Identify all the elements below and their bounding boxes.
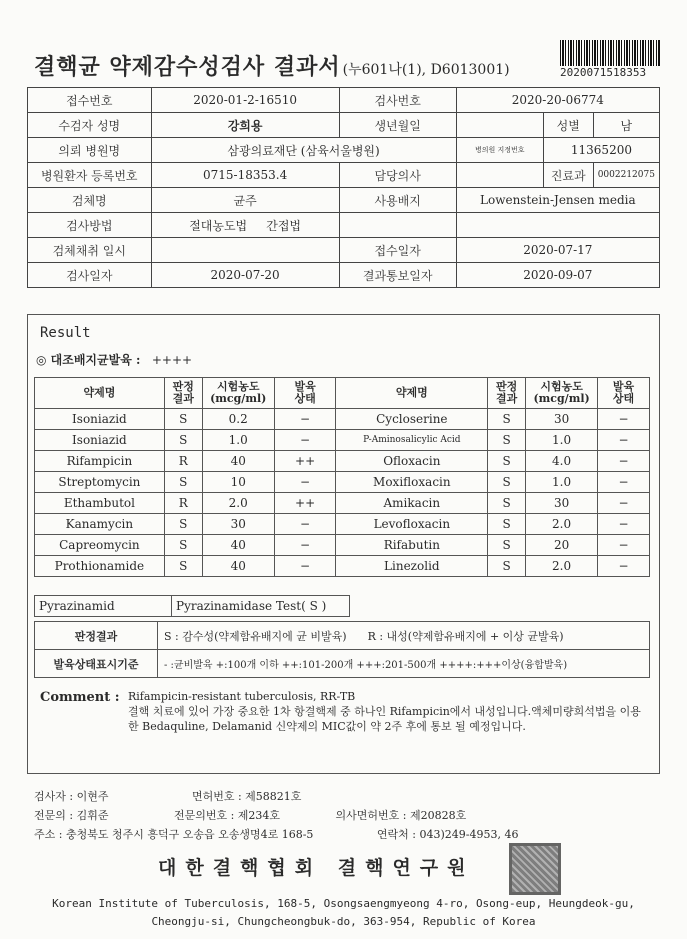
drug-conc: 0.2 bbox=[202, 409, 274, 430]
drug-drug: Amikacin bbox=[336, 493, 488, 514]
comment-text bbox=[128, 689, 648, 734]
drug-conc: 1.0 bbox=[526, 430, 598, 451]
hospital-label: 의뢰 병원명 bbox=[28, 138, 152, 163]
hospital: 삼광의료재단 (삼육서울병원) bbox=[151, 138, 456, 163]
official-seal bbox=[509, 843, 561, 895]
drug-result: S bbox=[164, 430, 202, 451]
drug-growth: − bbox=[274, 430, 336, 451]
barcode bbox=[560, 40, 660, 66]
specimen: 균주 bbox=[151, 188, 339, 213]
drug-result: S bbox=[164, 409, 202, 430]
drug-growth: − bbox=[598, 409, 650, 430]
patient-name: 강희용 bbox=[151, 113, 339, 138]
result-section bbox=[27, 314, 660, 774]
sex: 남 bbox=[593, 113, 659, 138]
pyrazinamide-row bbox=[34, 595, 350, 617]
result-title: Result bbox=[40, 325, 91, 341]
drug-row bbox=[35, 472, 650, 493]
institute-name: 대한결핵협회 결핵연구원 bbox=[158, 857, 475, 879]
drug-growth: − bbox=[274, 514, 336, 535]
drug-drug: Kanamycin bbox=[35, 514, 165, 535]
test-date-label: 검사일자 bbox=[28, 263, 152, 288]
receipt-no-label: 접수번호 bbox=[28, 88, 152, 113]
drug-drug: Capreomycin bbox=[35, 535, 165, 556]
drug-drug: Moxifloxacin bbox=[336, 472, 488, 493]
specialist-no: 전문의번호 : 제234호 bbox=[173, 809, 281, 822]
patient-reg-label: 병원환자 등록번호 bbox=[28, 163, 152, 188]
drug-row bbox=[35, 493, 650, 514]
hospital-code: 11365200 bbox=[543, 138, 659, 163]
drug-growth: − bbox=[598, 556, 650, 577]
footer-row-1 bbox=[34, 788, 301, 804]
col-growth-2: 발육 상태 bbox=[598, 378, 650, 409]
license: 면허번호 : 제58821호 bbox=[191, 790, 302, 803]
drug-row bbox=[35, 430, 650, 451]
patient-info-table bbox=[27, 87, 660, 288]
drug-drug: Ofloxacin bbox=[336, 451, 488, 472]
specialist: 전문의 : 김휘준 bbox=[34, 809, 109, 822]
drug-row bbox=[35, 514, 650, 535]
footer-row-2 bbox=[34, 807, 466, 823]
report-title: 결핵균 약제감수성검사 결과서 (누601나(1), D6013001) bbox=[34, 54, 510, 80]
birth bbox=[456, 113, 543, 138]
col-drug: 약제명 bbox=[35, 378, 165, 409]
drug-growth: ++ bbox=[274, 451, 336, 472]
drug-row bbox=[35, 535, 650, 556]
drug-conc: 2.0 bbox=[526, 556, 598, 577]
drug-result: S bbox=[488, 430, 526, 451]
method-label: 검사방법 bbox=[28, 213, 152, 238]
receipt-no: 2020-01-2-16510 bbox=[151, 88, 339, 113]
drug-result: S bbox=[164, 535, 202, 556]
col-result: 판정 결과 bbox=[164, 378, 202, 409]
exam-no-label: 검사번호 bbox=[339, 88, 456, 113]
comment-label: Comment : bbox=[40, 690, 120, 705]
drug-growth: − bbox=[598, 472, 650, 493]
drug-growth: − bbox=[598, 535, 650, 556]
collect-label: 검체채취 일시 bbox=[28, 238, 152, 263]
judgment-text: S : 감수성(약제함유배지에 균 비발육) R : 내성(약제함유배지에 + 이상 균발육) bbox=[158, 622, 650, 650]
col-growth: 발육 상태 bbox=[274, 378, 336, 409]
drug-result: S bbox=[164, 556, 202, 577]
sex-label: 성별 bbox=[543, 113, 593, 138]
drug-growth: − bbox=[598, 451, 650, 472]
doctor bbox=[456, 163, 543, 188]
barcode-number: 2020071518353 bbox=[560, 66, 647, 79]
contact: 연락처 : 043)249-4953, 46 bbox=[376, 828, 519, 841]
examiner: 검사자 : 이현주 bbox=[34, 790, 109, 803]
drug-drug: Cycloserine bbox=[336, 409, 488, 430]
judgment-label: 판정결과 bbox=[35, 622, 158, 650]
drug-result: S bbox=[488, 493, 526, 514]
address: 주소 : 충청북도 청주시 흥덕구 오송읍 오송생명4로 168-5 bbox=[34, 828, 314, 841]
drug-growth: − bbox=[598, 514, 650, 535]
drug-conc: 4.0 bbox=[526, 451, 598, 472]
drug-drug: Rifampicin bbox=[35, 451, 165, 472]
footer-row-3 bbox=[34, 826, 518, 842]
drug-drug: Linezolid bbox=[336, 556, 488, 577]
drug-conc: 30 bbox=[526, 409, 598, 430]
drug-drug: Streptomycin bbox=[35, 472, 165, 493]
drug-drug: Prothionamide bbox=[35, 556, 165, 577]
drug-growth: − bbox=[598, 430, 650, 451]
drug-drug: Levofloxacin bbox=[336, 514, 488, 535]
collect bbox=[151, 238, 339, 263]
drug-conc: 2.0 bbox=[526, 514, 598, 535]
legend-table bbox=[34, 621, 650, 678]
drug-conc: 1.0 bbox=[526, 472, 598, 493]
drug-growth: − bbox=[598, 493, 650, 514]
col-conc: 시험농도 (mcg/ml) bbox=[202, 378, 274, 409]
drug-conc: 2.0 bbox=[202, 493, 274, 514]
drug-conc: 30 bbox=[202, 514, 274, 535]
drug-growth: − bbox=[274, 556, 336, 577]
drug-result: R bbox=[164, 493, 202, 514]
pza-name: Pyrazinamid bbox=[35, 596, 172, 617]
hospital-code-label: 병의원 지정번호 bbox=[456, 138, 543, 163]
drug-conc: 20 bbox=[526, 535, 598, 556]
drug-row bbox=[35, 409, 650, 430]
birth-label: 생년월일 bbox=[339, 113, 456, 138]
drug-growth: − bbox=[274, 535, 336, 556]
method: 절대농도법 간접법 bbox=[151, 213, 339, 238]
susceptibility-table bbox=[34, 377, 650, 577]
report-date: 2020-09-07 bbox=[456, 263, 659, 288]
drug-result: S bbox=[488, 472, 526, 493]
patient-name-label: 수검자 성명 bbox=[28, 113, 152, 138]
control-growth-value: ++++ bbox=[151, 353, 193, 367]
report-date-label: 결과통보일자 bbox=[339, 263, 456, 288]
drug-growth: ++ bbox=[274, 493, 336, 514]
drug-drug: Isoniazid bbox=[35, 409, 165, 430]
receipt-date: 2020-07-17 bbox=[456, 238, 659, 263]
medium: Lowenstein-Jensen media bbox=[456, 188, 659, 213]
dept: 0002212075 bbox=[593, 163, 659, 188]
drug-result: R bbox=[164, 451, 202, 472]
drug-conc: 40 bbox=[202, 556, 274, 577]
drug-row bbox=[35, 556, 650, 577]
dept-label: 진료과 bbox=[543, 163, 593, 188]
drug-drug: Rifabutin bbox=[336, 535, 488, 556]
drug-result: S bbox=[488, 451, 526, 472]
drug-growth: − bbox=[274, 472, 336, 493]
drug-result: S bbox=[488, 514, 526, 535]
col-conc-2: 시험농도 (mcg/ml) bbox=[526, 378, 598, 409]
drug-drug: P-Aminosalicylic Acid bbox=[336, 430, 488, 451]
doctor-license: 의사면허번호 : 제20828호 bbox=[335, 809, 467, 822]
drug-conc: 40 bbox=[202, 451, 274, 472]
drug-conc: 1.0 bbox=[202, 430, 274, 451]
drug-drug: Ethambutol bbox=[35, 493, 165, 514]
drug-drug: Isoniazid bbox=[35, 430, 165, 451]
pza-result: Pyrazinamidase Test( S ) bbox=[172, 596, 350, 617]
drug-result: S bbox=[164, 514, 202, 535]
english-address-2: Cheongju-si, Chungcheongbuk-do, 363-954, Republic of Korea bbox=[151, 915, 536, 928]
receipt-date-label: 접수일자 bbox=[339, 238, 456, 263]
growth-std-text: - :균비발육 +:100개 이하 ++:101-200개 +++:201-500개 ++++:+++이상(융합발육) bbox=[158, 650, 650, 678]
drug-result: S bbox=[488, 535, 526, 556]
test-date: 2020-07-20 bbox=[151, 263, 339, 288]
col-drug-2: 약제명 bbox=[336, 378, 488, 409]
drug-growth: − bbox=[274, 409, 336, 430]
drug-row bbox=[35, 451, 650, 472]
medium-label: 사용배지 bbox=[339, 188, 456, 213]
growth-std-label: 발육상태표시기준 bbox=[35, 650, 158, 678]
drug-conc: 10 bbox=[202, 472, 274, 493]
patient-reg: 0715-18353.4 bbox=[151, 163, 339, 188]
english-address-1: Korean Institute of Tuberculosis, 168-5, Osongsaengmyeong 4-ro, Osong-eup, Heungdeok-gu, bbox=[52, 897, 635, 910]
exam-no: 2020-20-06774 bbox=[456, 88, 659, 113]
col-result-2: 판정 결과 bbox=[488, 378, 526, 409]
specimen-label: 검체명 bbox=[28, 188, 152, 213]
comment-line-1: Rifampicin-resistant tuberculosis, RR-TB bbox=[128, 690, 356, 703]
comment-line-2: 결핵 치료에 있어 가장 중요한 1차 항결핵제 중 하나인 Rifampicin에서 내성입니다.액체미량희석법을 이용한 Bedaquline, Delamanid 신약제의 MIC값이 약 2주 후에 통보 될 예정입니다. bbox=[128, 705, 641, 733]
drug-result: S bbox=[488, 409, 526, 430]
drug-conc: 40 bbox=[202, 535, 274, 556]
doctor-label: 담당의사 bbox=[339, 163, 456, 188]
drug-result: S bbox=[164, 472, 202, 493]
drug-conc: 30 bbox=[526, 493, 598, 514]
report-code: (누601나(1), D6013001) bbox=[342, 62, 510, 78]
control-growth: ◎ 대조배지균발육 : ++++ bbox=[36, 353, 193, 367]
drug-result: S bbox=[488, 556, 526, 577]
